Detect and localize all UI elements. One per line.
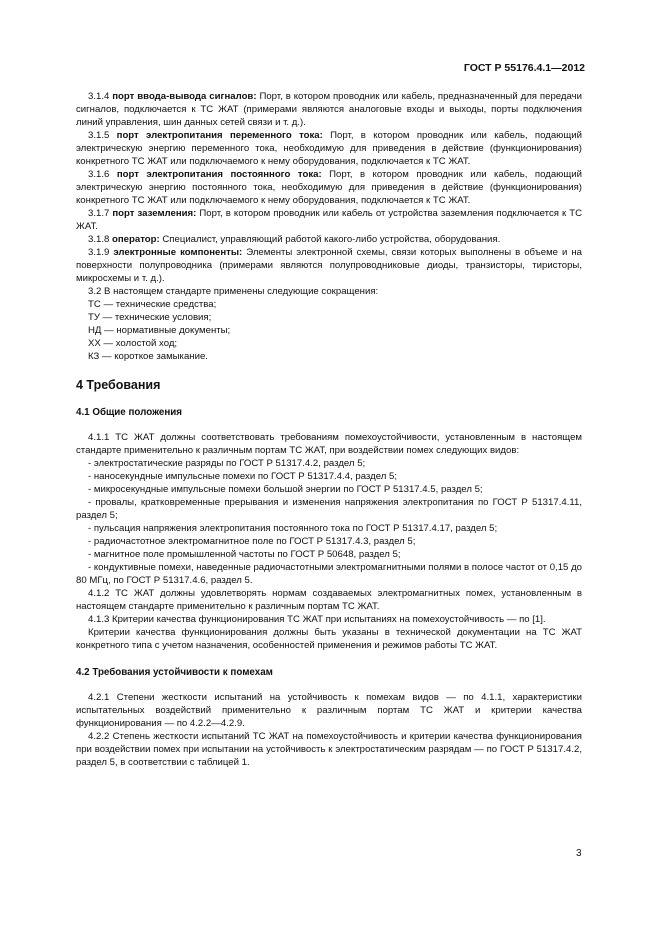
list-item: - электростатические разряды по ГОСТ Р 51317.4.2, раздел 5; bbox=[88, 458, 366, 469]
definition-term: порт заземления: bbox=[112, 208, 197, 219]
definition-3-1-7 bbox=[76, 207, 582, 233]
list-item: - провалы, кратковременные прерывания и изменения напряжения электропитания по ГОСТ Р 51317.4.11, раздел 5; bbox=[76, 497, 582, 521]
definition-number: 3.1.7 bbox=[88, 208, 110, 219]
paragraph-4-2-1: 4.2.1 Степени жесткости испытаний на устойчивость к помехам видов — по 4.1.1, характеристики испытательных воздействий применительно к различным портам ТС ЖАТ и критерии качества функционирования — по 4.2.2—4.2.9. bbox=[76, 692, 582, 729]
list-item: - магнитное поле промышленной частоты по ГОСТ Р 50648, раздел 5; bbox=[88, 549, 401, 560]
definition-3-1-5 bbox=[76, 129, 582, 168]
list-item: - пульсация напряжения электропитания постоянного тока по ГОСТ Р 51317.4.17, раздел 5; bbox=[88, 523, 498, 534]
definition-number: 3.1.6 bbox=[88, 169, 110, 180]
abbreviation-item: НД — нормативные документы; bbox=[88, 325, 231, 336]
definition-3-1-9 bbox=[76, 246, 582, 285]
paragraph-4-1-3-note: Критерии качества функционирования должны быть указаны в технической документации на ТС ЖАТ конкретного типа с учетом назначения, особенностей применения и режимов работы ТС ЖАТ. bbox=[76, 627, 582, 651]
page-number: 3 bbox=[576, 848, 582, 859]
abbreviation-item: ХХ — холостой ход; bbox=[88, 338, 178, 349]
subsection-title: 4.1 Общие положения bbox=[76, 407, 183, 418]
definition-3-1-6 bbox=[76, 168, 582, 207]
definition-3-1-8 bbox=[76, 233, 582, 246]
list-item: - кондуктивные помехи, наведенные радиочастотными электромагнитными полями в полосе частот от 0,15 до 80 МГц, по ГОСТ Р 51317.4.6, раздел 5. bbox=[76, 562, 582, 586]
abbreviation-item: ТУ — технические условия; bbox=[88, 312, 212, 323]
definition-term: порт ввода-вывода сигналов: bbox=[112, 91, 257, 102]
abbreviations-intro: 3.2 В настоящем стандарте применены следующие сокращения: bbox=[88, 286, 379, 297]
document-code: ГОСТ Р 55176.4.1—2012 bbox=[463, 62, 585, 74]
subsection-title: 4.2 Требования устойчивости к помехам bbox=[76, 667, 273, 678]
list-item: - наносекундные импульсные помехи по ГОСТ Р 51317.4.4, раздел 5; bbox=[88, 471, 398, 482]
document-body bbox=[76, 90, 582, 769]
definition-term: электронные компоненты: bbox=[113, 247, 243, 258]
definition-number: 3.1.8 bbox=[88, 234, 110, 245]
definition-text: Порт, в котором проводник или кабель, предназначенный для передачи сигналов, подключается к ТС ЖАТ (примерами являются аналоговые входы и выходы, порты подключения линий управления, шин данных сетей связи и т. д.). bbox=[76, 91, 582, 128]
definition-term: оператор: bbox=[112, 234, 160, 245]
paragraph-4-1-1: 4.1.1 ТС ЖАТ должны соответствовать требованиям помехоустойчивости, установленным в настоящем стандарте применительно к различным портам ТС ЖАТ, при воздействии помех следующих видов: bbox=[76, 432, 582, 456]
abbreviation-item: КЗ — короткое замыкание. bbox=[88, 351, 208, 362]
definition-number: 3.1.9 bbox=[88, 247, 110, 258]
section-title: 4 Требования bbox=[76, 378, 161, 392]
paragraph-4-1-3: 4.1.3 Критерии качества функционирования ТС ЖАТ при испытаниях на помехоустойчивость — по [1]. bbox=[88, 614, 546, 625]
definition-term: порт электропитания постоянного тока: bbox=[116, 169, 322, 180]
definition-term: порт электропитания переменного тока: bbox=[116, 130, 323, 141]
definition-text: Порт, в котором проводник или кабель, подающий электрическую энергию постоянного тока, необходимую для приведения в действие (функционирования) конкретного ТС ЖАТ или подключаемого к нему оборудования, подключается к ТС ЖАТ. bbox=[76, 169, 582, 206]
definition-number: 3.1.5 bbox=[88, 130, 110, 141]
definition-text: Специалист, управляющий работой какого-либо устройства, оборудования. bbox=[159, 234, 501, 245]
abbreviation-item: ТС — технические средства; bbox=[88, 299, 217, 310]
paragraph-4-1-2: 4.1.2 ТС ЖАТ должны удовлетворять нормам создаваемых электромагнитных помех, установленным в настоящем стандарте применительно к различным портам ТС ЖАТ. bbox=[76, 588, 582, 612]
list-item: - микросекундные импульсные помехи большой энергии по ГОСТ Р 51317.4.5, раздел 5; bbox=[88, 484, 483, 495]
definition-3-1-4 bbox=[76, 90, 582, 129]
definition-text: Порт, в котором проводник или кабель, подающий электрическую энергию переменного тока, необходимую для приведения в действие (функционирования) конкретного ТС ЖАТ или подключаемого к нему оборудования, подключается к ТС ЖАТ. bbox=[76, 130, 582, 167]
definition-number: 3.1.4 bbox=[88, 91, 110, 102]
definition-text: Элементы электронной схемы, связи которых выполнены в объеме и на поверхности полупроводника (примерами являются полупроводниковые диоды, транзисторы, тиристоры, микросхемы и т. д.). bbox=[76, 247, 582, 284]
paragraph-4-2-2: 4.2.2 Степень жесткости испытаний ТС ЖАТ на помехоустойчивость и критерии качества функционирования при воздействии помех при испытании на устойчивость к электростатическим разрядам — по ГОСТ Р 51317.4.2, раздел 5, в соответствии с таблицей 1. bbox=[76, 731, 582, 768]
definition-text: Порт, в котором проводник или кабель от устройства заземления подключается к ТС ЖАТ. bbox=[76, 208, 582, 232]
list-item: - радиочастотное электромагнитное поле по ГОСТ Р 51317.4.3, раздел 5; bbox=[88, 536, 416, 547]
